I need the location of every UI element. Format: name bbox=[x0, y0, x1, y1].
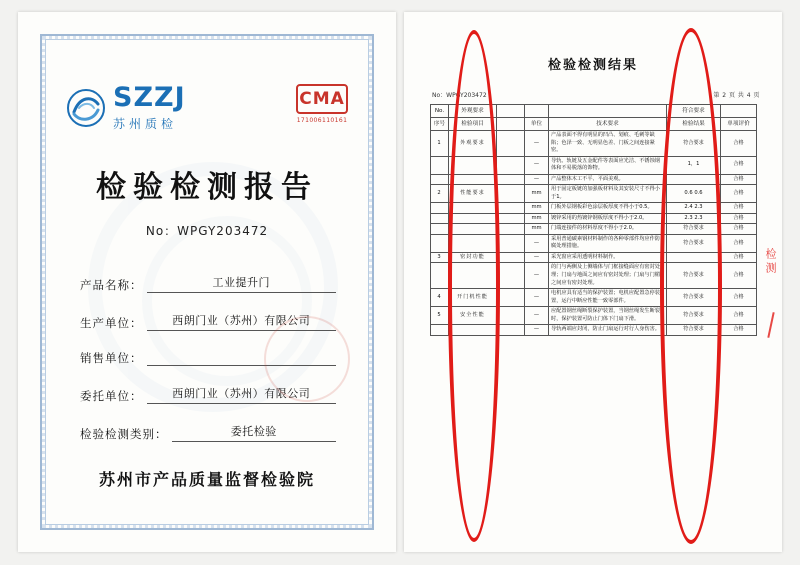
header-judge-top bbox=[721, 105, 757, 118]
cell-item bbox=[449, 156, 497, 174]
cell-item: 开门机性能 bbox=[449, 289, 497, 307]
table-row bbox=[431, 185, 757, 203]
header-result: 检验结果 bbox=[667, 118, 721, 131]
table-row bbox=[431, 131, 757, 157]
cell-judge: 合格 bbox=[721, 325, 757, 336]
cell-result: 符合要求 bbox=[667, 234, 721, 252]
cma-badge-block bbox=[296, 84, 348, 124]
cell-no: 4 bbox=[431, 289, 449, 307]
field-label: 产品名称： bbox=[80, 278, 143, 292]
cell-judge: 合格 bbox=[721, 224, 757, 235]
cell-sub bbox=[497, 224, 525, 235]
cell-sub bbox=[497, 131, 525, 157]
cell-unit: — bbox=[525, 174, 549, 185]
cell-result: 符合要求 bbox=[667, 224, 721, 235]
table-header-row-top bbox=[431, 105, 757, 118]
cell-unit: — bbox=[525, 289, 549, 307]
cell-requirement: 产品表面不得有明显的凹凸、划痕、毛刺等缺陷；色泽一致、无明显色差、门板之间连接紧密。 bbox=[549, 131, 667, 157]
cell-result bbox=[667, 252, 721, 263]
table-row bbox=[431, 156, 757, 174]
cell-judge: 合格 bbox=[721, 131, 757, 157]
cell-no: 3 bbox=[431, 252, 449, 263]
field-row bbox=[80, 274, 336, 293]
cell-item bbox=[449, 263, 497, 289]
field-label: 销售单位： bbox=[80, 351, 143, 365]
table-row bbox=[431, 234, 757, 252]
cell-no bbox=[431, 325, 449, 336]
cell-sub bbox=[497, 234, 525, 252]
cell-result: 符合要求 bbox=[667, 307, 721, 325]
cell-judge: 合格 bbox=[721, 174, 757, 185]
cell-unit: — bbox=[525, 325, 549, 336]
results-table-page bbox=[404, 12, 782, 552]
cell-sub bbox=[497, 185, 525, 203]
cell-item bbox=[449, 325, 497, 336]
cell-judge: 合格 bbox=[721, 234, 757, 252]
cell-no: 2 bbox=[431, 185, 449, 203]
results-table-body bbox=[431, 131, 757, 336]
field-value: 西朗门业（苏州）有限公司 bbox=[147, 385, 337, 404]
cell-no bbox=[431, 234, 449, 252]
cell-requirement: 镀锌采用的热镀锌钢板厚度不得小于2.0。 bbox=[549, 213, 667, 224]
cell-judge: 合格 bbox=[721, 252, 757, 263]
cma-badge: CMA bbox=[296, 84, 348, 114]
cell-unit: — bbox=[525, 307, 549, 325]
cell-sub bbox=[497, 174, 525, 185]
cell-result: 2.4 2.3 bbox=[667, 203, 721, 214]
results-table bbox=[430, 104, 757, 336]
cell-result: 0.6 0.6 bbox=[667, 185, 721, 203]
header-no: 序号 bbox=[431, 118, 449, 131]
table-row bbox=[431, 213, 757, 224]
szzj-swirl-logo-icon bbox=[66, 88, 106, 128]
cell-unit: — bbox=[525, 263, 549, 289]
field-row bbox=[80, 423, 336, 442]
table-row bbox=[431, 174, 757, 185]
cell-unit: mm bbox=[525, 224, 549, 235]
header-requirement: 技术要求 bbox=[549, 118, 667, 131]
cell-unit: — bbox=[525, 156, 549, 174]
szzj-logo-block bbox=[66, 84, 186, 132]
field-value: 工业提升门 bbox=[147, 274, 337, 293]
cell-requirement: 电机应具有适当的保护装置；电机应配置急停装置，运行中断应性能一致零部件。 bbox=[549, 289, 667, 307]
side-annotation-mark bbox=[767, 312, 774, 338]
cell-result: 2.3 2.3 bbox=[667, 213, 721, 224]
results-report-number: No：WPGY203472 bbox=[432, 92, 487, 99]
page-title: 检验检测报告 bbox=[96, 170, 318, 205]
issuing-organization: 苏州市产品质量监督检验院 bbox=[98, 470, 315, 489]
field-value: 西朗门业（苏州）有限公司 bbox=[147, 312, 337, 331]
cell-result: 符合要求 bbox=[667, 263, 721, 289]
field-label: 生产单位： bbox=[80, 316, 143, 330]
cell-sub bbox=[497, 325, 525, 336]
header-no-top: No. bbox=[431, 105, 449, 118]
cell-item: 安全性能 bbox=[449, 307, 497, 325]
cell-requirement: 用于固定板链的加强板材料及其安装尺寸不得小于1。 bbox=[549, 185, 667, 203]
cell-item bbox=[449, 213, 497, 224]
cell-no: 5 bbox=[431, 307, 449, 325]
cell-unit: — bbox=[525, 252, 549, 263]
field-value: 委托检验 bbox=[172, 423, 337, 442]
field-label: 检验检测类别： bbox=[80, 427, 168, 441]
cell-no bbox=[431, 263, 449, 289]
cell-sub bbox=[497, 252, 525, 263]
cell-item: 外观要求 bbox=[449, 131, 497, 157]
cell-judge: 合格 bbox=[721, 156, 757, 174]
cell-unit: mm bbox=[525, 185, 549, 203]
cell-sub bbox=[497, 203, 525, 214]
cell-requirement: 产品整体木工不平、平面美观。 bbox=[549, 174, 667, 185]
header-item: 检验项目 bbox=[449, 118, 497, 131]
header-judge: 单项评价 bbox=[721, 118, 757, 131]
cell-item bbox=[449, 203, 497, 214]
cell-judge: 合格 bbox=[721, 185, 757, 203]
cell-judge: 合格 bbox=[721, 213, 757, 224]
red-seal-stamp bbox=[264, 316, 350, 402]
header-unit: 单位 bbox=[525, 118, 549, 131]
cell-item bbox=[449, 174, 497, 185]
table-row bbox=[431, 307, 757, 325]
cell-no bbox=[431, 213, 449, 224]
logo-text-sub: 苏州质检 bbox=[113, 117, 178, 131]
certificate-page bbox=[18, 12, 396, 552]
cma-code: 171006110161 bbox=[296, 117, 348, 124]
cell-result: 符合要求 bbox=[667, 289, 721, 307]
cell-sub bbox=[497, 156, 525, 174]
cell-item: 密封功能 bbox=[449, 252, 497, 263]
cell-requirement: 门端连接件的材料厚度不得小于2.0。 bbox=[549, 224, 667, 235]
cell-sub bbox=[497, 289, 525, 307]
logo-text-main: SZZJ bbox=[113, 82, 186, 113]
cell-unit: — bbox=[525, 131, 549, 157]
cell-no bbox=[431, 203, 449, 214]
cell-requirement: 采光窗应采用透明材料制作。 bbox=[549, 252, 667, 263]
cell-requirement: 的门与两侧及上侧墙体与门框接缝面应有密封处理；门扇与地面之间应有密封处理；门扇与门楣之间应有密封处理。 bbox=[549, 263, 667, 289]
header-unit-top bbox=[525, 105, 549, 118]
header-sub-top bbox=[497, 105, 525, 118]
cell-unit: mm bbox=[525, 213, 549, 224]
cell-judge: 合格 bbox=[721, 263, 757, 289]
cell-requirement: 导轨、轨链及五金配件等表面应光洁、不锈蚀钢体和不易脱落的饰物。 bbox=[549, 156, 667, 174]
cell-result bbox=[667, 174, 721, 185]
cell-sub bbox=[497, 307, 525, 325]
cell-sub bbox=[497, 263, 525, 289]
cell-no: 1 bbox=[431, 131, 449, 157]
cell-judge: 合格 bbox=[721, 203, 757, 214]
cell-no bbox=[431, 174, 449, 185]
header-item-top: 外观要求 bbox=[449, 105, 497, 118]
cell-result: 1，1 bbox=[667, 156, 721, 174]
table-row bbox=[431, 325, 757, 336]
cell-unit: mm bbox=[525, 203, 549, 214]
cell-result: 符合要求 bbox=[667, 325, 721, 336]
table-header-row bbox=[431, 118, 757, 131]
table-row bbox=[431, 263, 757, 289]
cell-item bbox=[449, 234, 497, 252]
results-title: 检验检测结果 bbox=[547, 58, 638, 73]
cell-requirement: 导轨两端应封闭，防止门扇运行对行人身伤害。 bbox=[549, 325, 667, 336]
side-annotation-text: 检测 bbox=[764, 248, 777, 276]
cell-judge: 合格 bbox=[721, 307, 757, 325]
cell-sub bbox=[497, 213, 525, 224]
field-label: 委托单位： bbox=[80, 389, 143, 403]
cell-unit: — bbox=[525, 234, 549, 252]
table-row bbox=[431, 224, 757, 235]
cell-item bbox=[449, 224, 497, 235]
table-row bbox=[431, 289, 757, 307]
results-page-number: 第 2 页 共 4 页 bbox=[713, 92, 760, 99]
report-number: No：WPGY203472 bbox=[145, 224, 269, 238]
cell-no bbox=[431, 156, 449, 174]
cell-requirement: 采用普通碳素钢材料制作的各种零部件均应作防腐处理措施。 bbox=[549, 234, 667, 252]
cell-result: 符合要求 bbox=[667, 131, 721, 157]
table-row bbox=[431, 203, 757, 214]
cell-item: 性能要求 bbox=[449, 185, 497, 203]
header-sub bbox=[497, 118, 525, 131]
cell-requirement: 门板外层钢板彩色涂层板厚度不得小于0.5。 bbox=[549, 203, 667, 214]
cell-no bbox=[431, 224, 449, 235]
cell-judge: 合格 bbox=[721, 289, 757, 307]
header-result-top: 符合要求 bbox=[667, 105, 721, 118]
header-req-top bbox=[549, 105, 667, 118]
table-row bbox=[431, 252, 757, 263]
cell-requirement: 应配置钢丝绳断裂保护装置，当钢丝绳发生断裂时，保护装置可防止门体下门扇下滑。 bbox=[549, 307, 667, 325]
